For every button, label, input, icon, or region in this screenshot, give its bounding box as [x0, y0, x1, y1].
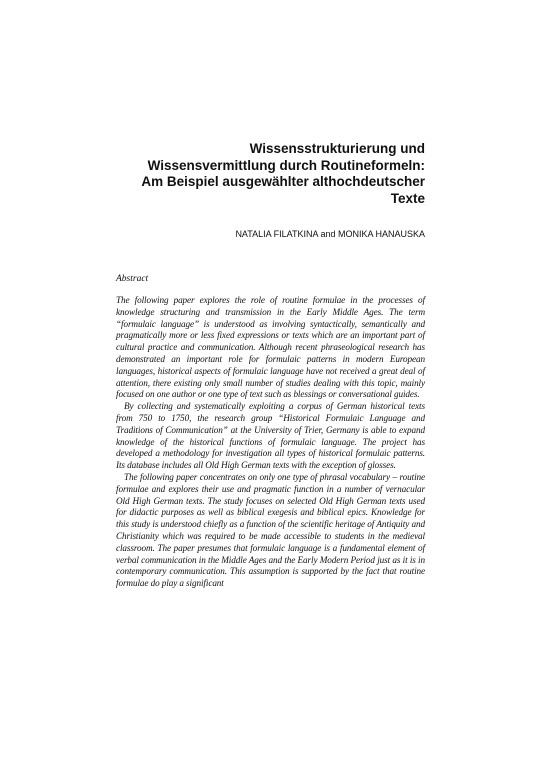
title-line: Texte: [390, 190, 425, 206]
abstract-paragraph: By collecting and systematically exploiting a corpus of German historical texts from 750 to 1750, the research group “Historical Formulaic Language and Traditions of Communication” at the University of Trier, Germany is able to expand knowledge of the historical functions of formulaic language. The project has developed a methodology for investigation all types of historical formulaic patterns. Its database includes all Old High German texts with the exception of glosses.: [116, 401, 425, 471]
title-line: Am Beispiel ausgewählter althochdeutscher: [141, 174, 425, 189]
title-line: Wissensstrukturierung und: [249, 141, 425, 156]
abstract-heading: Abstract: [116, 274, 149, 284]
authors: NATALIA FILATKINA and MONIKA HANAUSKA: [235, 229, 425, 239]
abstract-paragraph: The following paper explores the role of routine formulae in the processes of knowledge structuring and transmission in the Early Middle Ages. The term “formulaic language” is understood as involving syntactically, semantically and pragmatically more or less fixed expressions or texts which are an important part of cultural practice and communication. Although recent phraseological research has demonstrated an important role for formulaic patterns in modern European languages, historical aspects of formulaic language have not received a great deal of attention, there existing only small number of studies dealing with this topic, mainly focused on one author or one type of text such as blessings or conversational guides.: [116, 295, 425, 400]
abstract-paragraph: The following paper concentrates on only one type of phrasal vocabulary – routine formulae and explores their use and pragmatic function in a number of vernacular Old High German texts. The study focuses on selected Old High German texts used for didactic purposes as well as biblical exegesis and biblical epics. Knowledge for this study is understood chiefly as a function of the scientific heritage of Antiquity and Christianity which was required to be made accessible to students in the medieval classroom. The paper presumes that formulaic language is a fundamental element of verbal communication in the Middle Ages and the Early Modern Period just as it is in contemporary communication. This assumption is supported by the fact that routine formulae do play a significant: [116, 471, 425, 589]
title-line: Wissensvermittlung durch Routineformeln:: [147, 157, 425, 173]
abstract-body: [116, 295, 425, 590]
paper-title: [141, 141, 425, 207]
